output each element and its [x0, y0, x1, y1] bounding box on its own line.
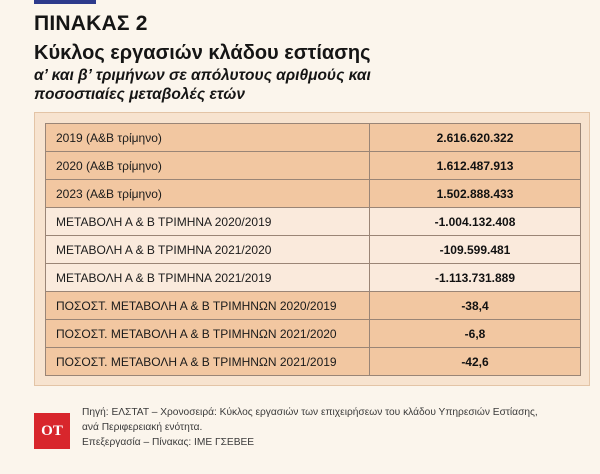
table-row: [46, 180, 581, 208]
data-table: [45, 123, 581, 376]
table-row: [46, 152, 581, 180]
table-container: [34, 112, 590, 386]
row-value: -42,6: [370, 348, 581, 376]
ot-logo: [34, 413, 70, 449]
source-line: Πηγή: ΕΛΣΤΑΤ – Χρονοσειρά: Κύκλος εργασιών των επιχειρήσεων του κλάδου Υπηρεσιών Εστίασης,: [82, 407, 538, 418]
row-label: ΠΟΣΟΣΤ. ΜΕΤΑΒΟΛΗ Α & Β ΤΡΙΜΗΝΩΝ 2021/2020: [46, 320, 370, 348]
row-value: -38,4: [370, 292, 581, 320]
row-value: -6,8: [370, 320, 581, 348]
table-row: [46, 292, 581, 320]
table-number-label: ΠΙΝΑΚΑΣ 2: [34, 12, 148, 35]
logo-text: ΟΤ: [41, 422, 63, 439]
row-value: 1.612.487.913: [370, 152, 581, 180]
table-row: [46, 264, 581, 292]
page-subtitle: α’ και β’ τριμήνων σε απόλυτους αριθμούς και ποσοστιαίες μεταβολές ετών: [34, 67, 371, 103]
credit-line: Επεξεργασία – Πίνακας: ΙΜΕ ΓΣΕΒΕΕ: [82, 437, 255, 448]
row-value: -1.004.132.408: [370, 208, 581, 236]
source-line: ανά Περιφερειακή ενότητα.: [82, 422, 203, 433]
row-value: 2.616.620.322: [370, 124, 581, 152]
row-label: 2019 (Α&Β τρίμηνο): [46, 124, 370, 152]
top-accent-rule: [34, 0, 96, 4]
row-label: 2023 (Α&Β τρίμηνο): [46, 180, 370, 208]
row-label: ΠΟΣΟΣΤ. ΜΕΤΑΒΟΛΗ Α & Β ΤΡΙΜΗΝΩΝ 2020/2019: [46, 292, 370, 320]
row-value: 1.502.888.433: [370, 180, 581, 208]
row-value: -109.599.481: [370, 236, 581, 264]
row-label: ΠΟΣΟΣΤ. ΜΕΤΑΒΟΛΗ Α & Β ΤΡΙΜΗΝΩΝ 2021/2019: [46, 348, 370, 376]
row-label: ΜΕΤΑΒΟΛΗ Α & Β ΤΡΙΜΗΝΑ 2021/2019: [46, 264, 370, 292]
row-label: 2020 (Α&Β τρίμηνο): [46, 152, 370, 180]
table-row: [46, 348, 581, 376]
page-title: Κύκλος εργασιών κλάδου εστίασης: [34, 42, 371, 64]
table-row: [46, 236, 581, 264]
row-label: ΜΕΤΑΒΟΛΗ Α & Β ΤΡΙΜΗΝΑ 2020/2019: [46, 208, 370, 236]
source-note: [82, 405, 592, 450]
row-value: -1.113.731.889: [370, 264, 581, 292]
table-row: [46, 320, 581, 348]
table-row: [46, 208, 581, 236]
row-label: ΜΕΤΑΒΟΛΗ Α & Β ΤΡΙΜΗΝΑ 2021/2020: [46, 236, 370, 264]
table-row: [46, 124, 581, 152]
